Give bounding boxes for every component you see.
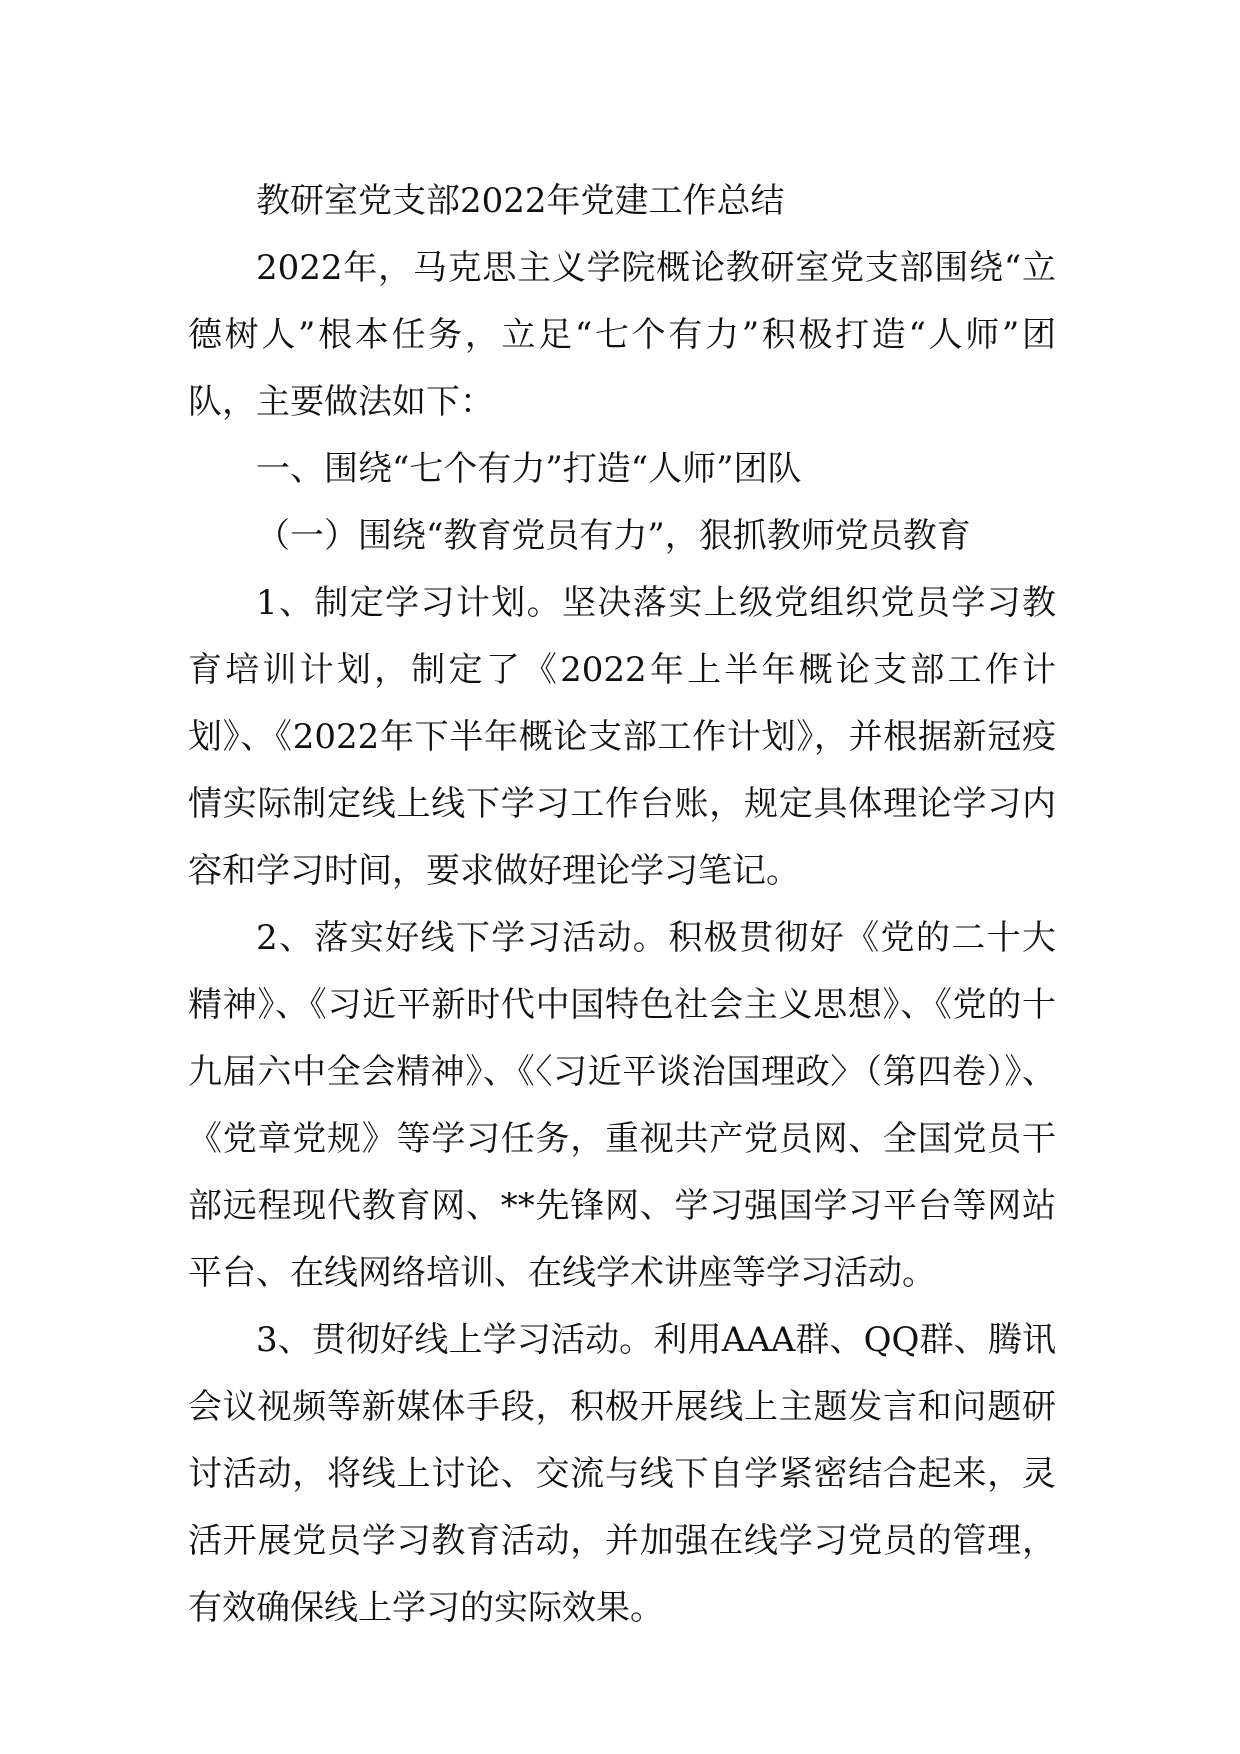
paragraph-item-3: 3、贯彻好线上学习活动。利用AAA群、QQ群、腾讯会议视频等新媒体手段，积极开展线上主题发言和问题研讨活动，将线上讨论、交流与线下自学紧密结合起来，灵活开展党员学习教育活动，并加强在线学习党员的管理，有效确保线上学习的实际效果。 xyxy=(188,1320,1056,1628)
document-body xyxy=(188,168,1056,1642)
paragraph-item-2: 2、落实好线下学习活动。积极贯彻好《党的二十大精神》、《习近平新时代中国特色社会主义思想》、《党的十九届六中全会精神》、《〈习近平谈治国理政〉（第四卷）》、《党章党规》等学习任务，重视共产党员网、全国党员干部远程现代教育网、**先锋网、学习强国学习平台等网站平台、在线网络培训、在线学术讲座等学习活动。 xyxy=(188,918,1056,1293)
document-title: 教研室党支部2022年党建工作总结 xyxy=(256,181,785,221)
intro-paragraph: 2022年，马克思主义学院概论教研室党支部围绕“立德树人”根本任务，立足“七个有力”积极打造“人师”团队，主要做法如下： xyxy=(188,248,1056,422)
subsection-heading: （一）围绕“教育党员有力”，狠抓教师党员教育 xyxy=(256,516,971,556)
section-heading: 一、围绕“七个有力”打造“人师”团队 xyxy=(256,449,802,489)
paragraph-item-1: 1、制定学习计划。坚决落实上级党组织党员学习教育培训计划，制定了《2022年上半年概论支部工作计划》、《2022年下半年概论支部工作计划》，并根据新冠疫情实际制定线上线下学习工作台账，规定具体理论学习内容和学习时间，要求做好理论学习笔记。 xyxy=(188,583,1056,891)
